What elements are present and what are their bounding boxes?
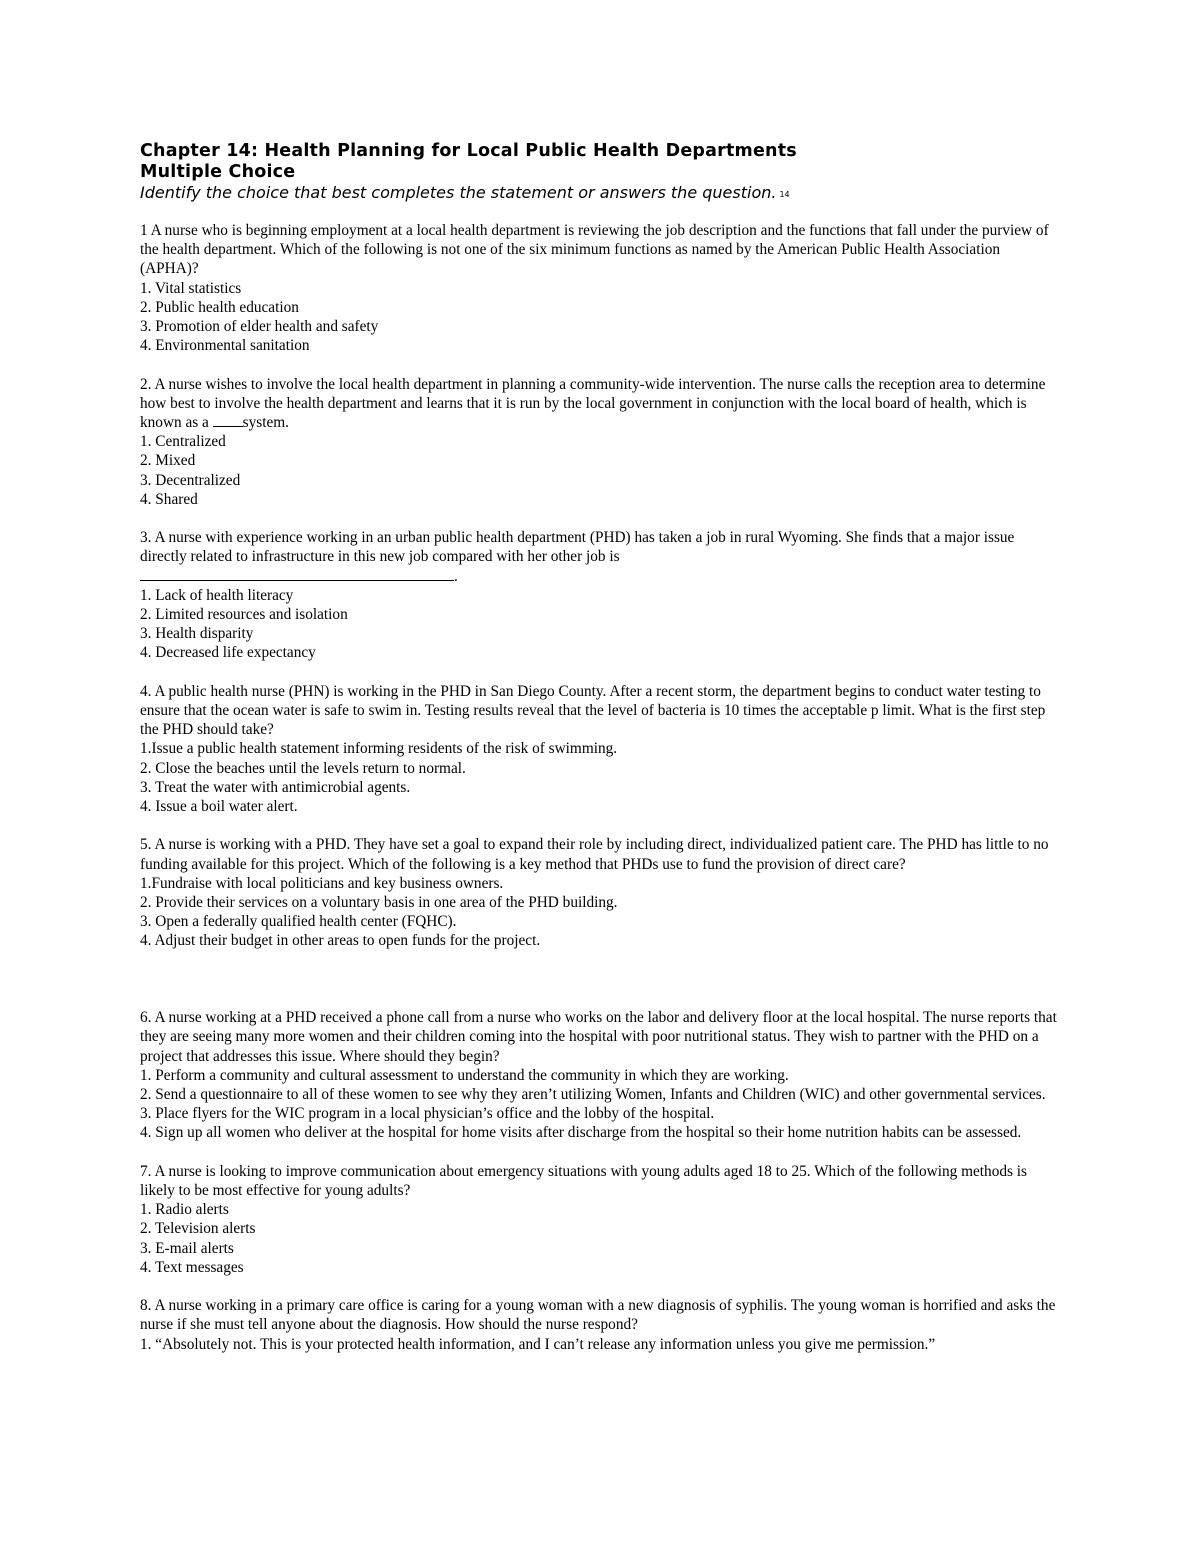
answer-option: 1. Perform a community and cultural assessment to understand the community in which they are working.	[140, 1066, 789, 1084]
answer-option: 1. “Absolutely not. This is your protected health information, and I can’t release any information unless you give me permission.”	[140, 1335, 936, 1353]
spacer	[140, 951, 1060, 989]
answer-option: 3. Promotion of elder health and safety	[140, 318, 379, 336]
question-5	[140, 835, 1060, 950]
answer-option: 1. Radio alerts	[140, 1201, 229, 1219]
answer-option: 3. Open a federally qualified health center (FQHC).	[140, 913, 457, 931]
answer-option: 4. Environmental sanitation	[140, 337, 310, 355]
answer-option: 4. Text messages	[140, 1258, 244, 1276]
answer-option: 1. Vital statistics	[140, 279, 242, 297]
answer-option: 3. Treat the water with antimicrobial agents.	[140, 778, 411, 796]
question-6	[140, 1008, 1060, 1142]
answer-option: 2. Send a questionnaire to all of these women to see why they aren’t utilizing Women, Infants and Children (WIC) and other governmental services.	[140, 1086, 1046, 1104]
question-8	[140, 1296, 1060, 1354]
answer-option: 2. Mixed	[140, 452, 196, 470]
question-stem: 3. A nurse with experience working in an urban public health department (PHD) has taken a job in rural Wyoming. She finds that a major issue directly related to infrastructure in this new job compared with her other job is	[140, 529, 1015, 566]
instruction-line	[140, 183, 1060, 205]
answer-option: 3. E-mail alerts	[140, 1239, 234, 1257]
stem-text-end: .	[454, 567, 458, 585]
answer-option: 2. Public health education	[140, 298, 299, 316]
answer-option: 4. Decreased life expectancy	[140, 644, 316, 662]
answer-blank-line	[140, 567, 1060, 586]
stem-text-end: system.	[242, 414, 289, 432]
answer-option: 1.Fundraise with local politicians and key business owners.	[140, 874, 504, 892]
question-stem	[140, 375, 1060, 433]
spacer	[140, 205, 1060, 221]
question-2	[140, 375, 1060, 509]
answer-option: 1. Centralized	[140, 433, 226, 451]
document-page	[140, 141, 1060, 1354]
answer-option: 3. Place flyers for the WIC program in a local physician’s office and the lobby of the hospital.	[140, 1105, 715, 1123]
question-stem: 8. A nurse working in a primary care office is caring for a young woman with a new diagnosis of syphilis. The young woman is horrified and asks the nurse if she must tell anyone about the diagnosis. How should the nurse respond?	[140, 1297, 1056, 1334]
question-stem: 4. A public health nurse (PHN) is working in the PHD in San Diego County. After a recent storm, the department begins to conduct water testing to ensure that the ocean water is safe to swim in. Testing results reveal that the level of bacteria is 10 times the acceptable p limit. What is the first step the PHD should take?	[140, 682, 1046, 739]
instruction-text: Identify the choice that best completes the statement or answers the question.	[140, 183, 777, 202]
question-7	[140, 1162, 1060, 1277]
question-stem: 1 A nurse who is beginning employment at a local health department is reviewing the job description and the functions that fall under the purview of the health department. Which of the following is not one of the six minimum functions as named by the American Public Health Association (APHA)?	[140, 222, 1049, 278]
spacer	[140, 509, 1060, 528]
spacer	[140, 355, 1060, 374]
page-marker: 14	[779, 190, 790, 199]
question-4	[140, 682, 1060, 816]
question-stem: 7. A nurse is looking to improve communication about emergency situations with young adults aged 18 to 25. Which of the following methods is likely to be most effective for young adults?	[140, 1162, 1027, 1200]
chapter-title: Chapter 14: Health Planning for Local Public Health Departments	[140, 141, 797, 161]
question-3	[140, 528, 1060, 662]
question-stem: 6. A nurse working at a PHD received a phone call from a nurse who works on the labor and delivery floor at the local hospital. The nurse reports that they are seeing many more women and their children coming into the hospital with poor nutritional status. They wish to partner with the PHD on a project that addresses this issue. Where should they begin?	[140, 1009, 1057, 1065]
answer-blank	[213, 414, 243, 427]
answer-option: 3. Decentralized	[140, 471, 241, 489]
answer-option: 2. Television alerts	[140, 1220, 256, 1238]
answer-option: 2. Close the beaches until the levels return to normal.	[140, 759, 466, 777]
section-subtitle: Multiple Choice	[140, 162, 296, 182]
spacer	[140, 989, 1060, 1008]
spacer	[140, 663, 1060, 682]
answer-option: 4. Adjust their budget in other areas to open funds for the project.	[140, 932, 541, 950]
answer-blank	[140, 568, 454, 581]
answer-option: 4. Issue a boil water alert.	[140, 798, 298, 816]
answer-option: 1.Issue a public health statement informing residents of the risk of swimming.	[140, 740, 618, 758]
answer-option: 3. Health disparity	[140, 625, 254, 643]
answer-option: 2. Provide their services on a voluntary basis in one area of the PHD building.	[140, 894, 618, 912]
answer-option: 4. Sign up all women who deliver at the hospital for home visits after discharge from the hospital so their home nutrition habits can be assessed.	[140, 1124, 1022, 1142]
spacer	[140, 1143, 1060, 1162]
answer-option: 4. Shared	[140, 490, 198, 508]
stem-text: 2. A nurse wishes to involve the local health department in planning a community-wide intervention. The nurse calls the reception area to determine how best to involve the health department and learns that it is run by the local government in conjunction with the local board of health, which is known as a	[140, 375, 1046, 432]
answer-option: 2. Limited resources and isolation	[140, 606, 348, 624]
spacer	[140, 816, 1060, 835]
answer-option: 1. Lack of health literacy	[140, 586, 294, 604]
question-stem: 5. A nurse is working with a PHD. They have set a goal to expand their role by including direct, individualized patient care. The PHD has little to no funding available for this project. Which of the following is a key method that PHDs use to fund the provision of direct care?	[140, 836, 1049, 873]
spacer	[140, 1277, 1060, 1296]
question-1	[140, 221, 1060, 355]
